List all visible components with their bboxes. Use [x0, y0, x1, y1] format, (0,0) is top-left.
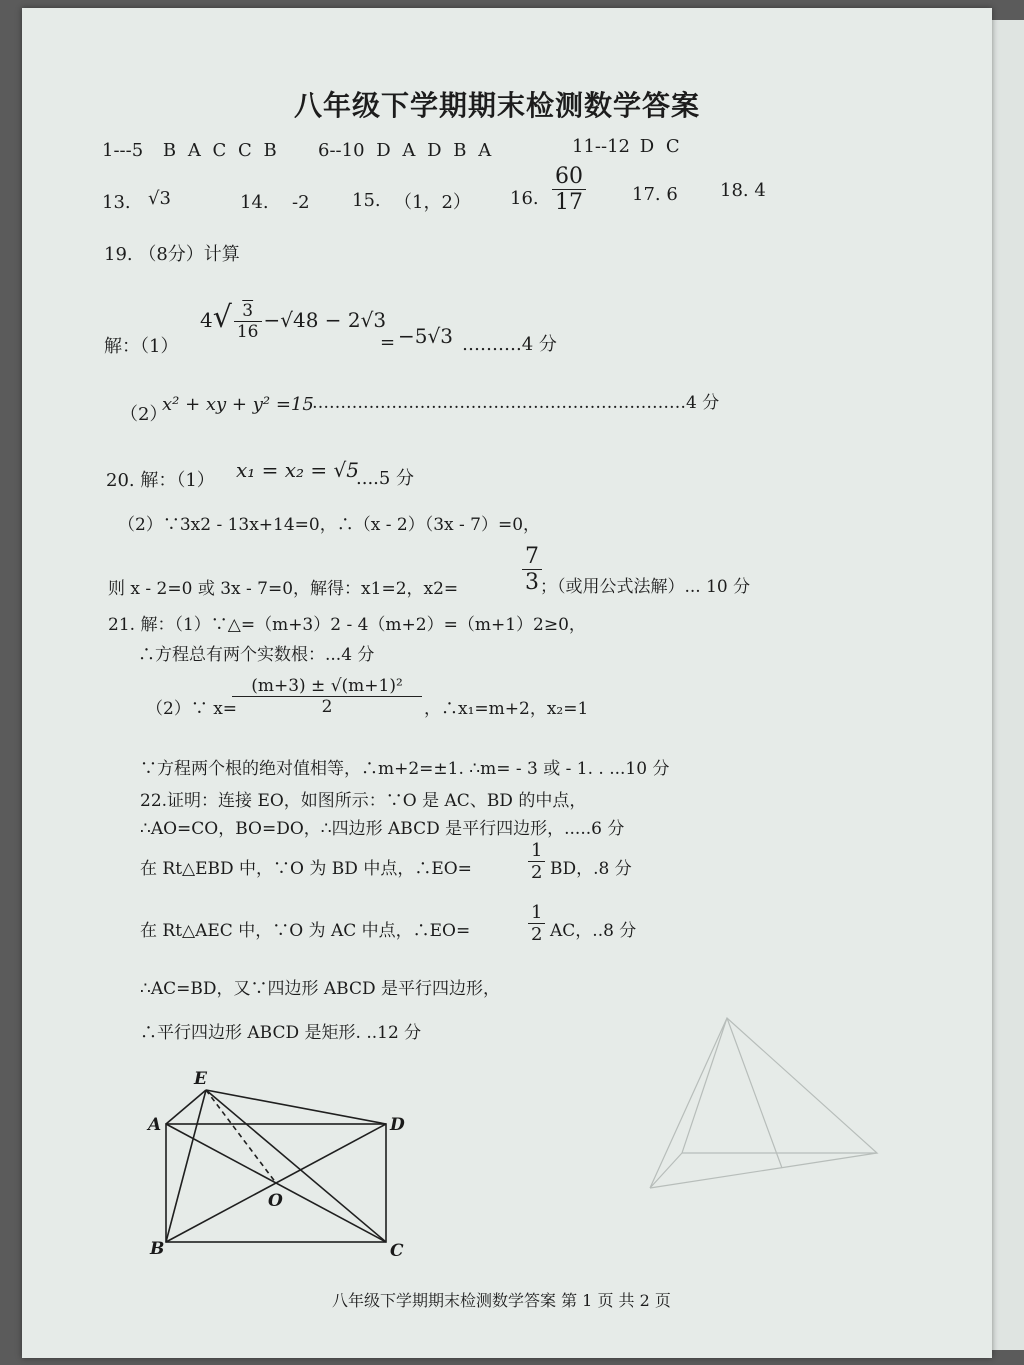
page-footer: 八年级下学期期末检测数学答案 第 1 页 共 2 页 [332, 1291, 671, 1310]
q22-line1: 22.证明：连接 EO，如图所示：∵O 是 AC、BD 的中点， [140, 791, 587, 811]
q22-line5: ∴AC=BD，又∵四边形 ABCD 是平行四边形， [140, 979, 500, 999]
q21-part3-rest: ，∴x₁=m+2，x₂=1 [424, 699, 589, 719]
q13-answer: √3 [148, 188, 171, 209]
mc-group-1-label: 1---5 [102, 140, 144, 161]
bleed-through-figure [642, 1008, 902, 1218]
q19-heading: 19. （8分）计算 [104, 244, 240, 265]
q22-line2: ∴AO=CO，BO=DO，∴四边形 ABCD 是平行四边形，.....6 分 [140, 819, 625, 839]
q16-number: 16. [510, 188, 539, 209]
q14-answer: -2 [292, 192, 310, 213]
q19-part2-label: （2） [120, 404, 168, 425]
mc-group-1 [102, 140, 280, 161]
q19-part1-answer: −5√3 [398, 324, 453, 348]
q20-part3a: 则 x - 2=0 或 3x - 7=0，解得：x1=2，x2= [108, 579, 459, 599]
mc-group-3-answers: D C [639, 136, 683, 157]
q19-part2-expression: x² + xy + y² =15 [162, 394, 314, 415]
q21-part3-label: （2）∵ x= [146, 699, 238, 719]
q21-part1: 21. 解：（1）∵△=（m+3）2 - 4（m+2）=（m+1）2≥0， [108, 615, 586, 635]
label-A: A [148, 1115, 162, 1135]
mc-group-1-answers: B A C C B [162, 140, 280, 161]
q14-number: 14. [240, 192, 269, 213]
q15-number: 15. [352, 190, 381, 211]
mc-group-3 [572, 136, 683, 157]
mc-group-2-label: 6--10 [318, 140, 365, 161]
q22-line3a: 在 Rt△EBD 中，∵O 为 BD 中点，∴EO= [140, 859, 472, 879]
q19-part1-expression: 4√ $\frac{3}{16}$ −√48 − 2√3 [200, 300, 387, 342]
q22-line4a: 在 Rt△AEC 中，∵O 为 AC 中点，∴EO= [140, 921, 471, 941]
q19-part1-score: ……….4 分 [462, 334, 557, 355]
q20-part1-expression: x₁ = x₂ = √5 [236, 458, 360, 482]
q22-half-1-den: 2 [531, 862, 543, 883]
label-O: O [268, 1191, 283, 1211]
q20-part1-score: ....5 分 [356, 468, 415, 489]
q22-line6: ∴平行四边形 ABCD 是矩形. ..12 分 [140, 1023, 422, 1043]
q19-equals: = [380, 332, 396, 353]
q19-part1-label: 解：（1） [104, 336, 179, 357]
q19-radicand-den: 16 [236, 322, 259, 342]
q19-rest: −√48 − 2√3 [263, 308, 387, 332]
q20-part2: （2）∵3x2 - 13x+14=0，∴（x - 2）（3x - 7）=0， [118, 515, 541, 535]
q21-part2: ∴方程总有两个实数根：...4 分 [138, 645, 375, 665]
mc-group-2 [318, 140, 494, 161]
q19-radicand-num: 3 [234, 301, 262, 322]
q16-fraction [550, 164, 588, 215]
q21-part4: ∵方程两个根的绝对值相等，∴m+2=±1. ∴m= - 3 或 - 1. . ...10 分 [140, 759, 670, 779]
q21-fraction [230, 676, 424, 717]
label-D: D [390, 1115, 405, 1135]
q19-coef: 4 [200, 308, 213, 332]
label-E: E [194, 1069, 207, 1089]
rectangle-figure [140, 1058, 430, 1258]
q18-answer: 18. 4 [720, 180, 766, 201]
q15-answer: （1，2） [394, 192, 471, 213]
q16-denominator: 17 [555, 190, 583, 215]
q22-half-1 [526, 840, 547, 883]
page-title: 八年级下学期期末检测数学答案 [294, 89, 701, 122]
q22-half-1-num: 1 [528, 840, 545, 862]
q22-half-2-den: 2 [531, 924, 543, 945]
q20-part1-label: 20. 解：（1） [106, 470, 215, 491]
mc-group-2-answers: D A D B A [376, 140, 495, 161]
q13-number: 13. [102, 192, 131, 213]
q22-line3b: BD，.8 分 [550, 859, 632, 879]
q17-answer: 17. 6 [632, 184, 678, 205]
q20-numerator: 7 [522, 544, 542, 570]
label-C: C [390, 1241, 404, 1258]
q22-half-2-num: 1 [528, 902, 545, 924]
q20-denominator: 3 [525, 570, 539, 595]
mc-group-3-label: 11--12 [572, 136, 630, 157]
q21-numerator: (m+3) ± √(m+1)² [232, 676, 422, 697]
q20-part3b: ；（或用公式法解）... 10 分 [540, 577, 751, 597]
q19-part2-score: …………………………………………………………4 分 [312, 393, 720, 413]
q21-denominator: 2 [321, 697, 333, 717]
answer-sheet-page [22, 8, 992, 1358]
q16-numerator: 60 [552, 164, 586, 190]
q22-half-2 [526, 902, 547, 945]
label-B: B [150, 1239, 165, 1258]
q22-line4b: AC，..8 分 [550, 921, 637, 941]
